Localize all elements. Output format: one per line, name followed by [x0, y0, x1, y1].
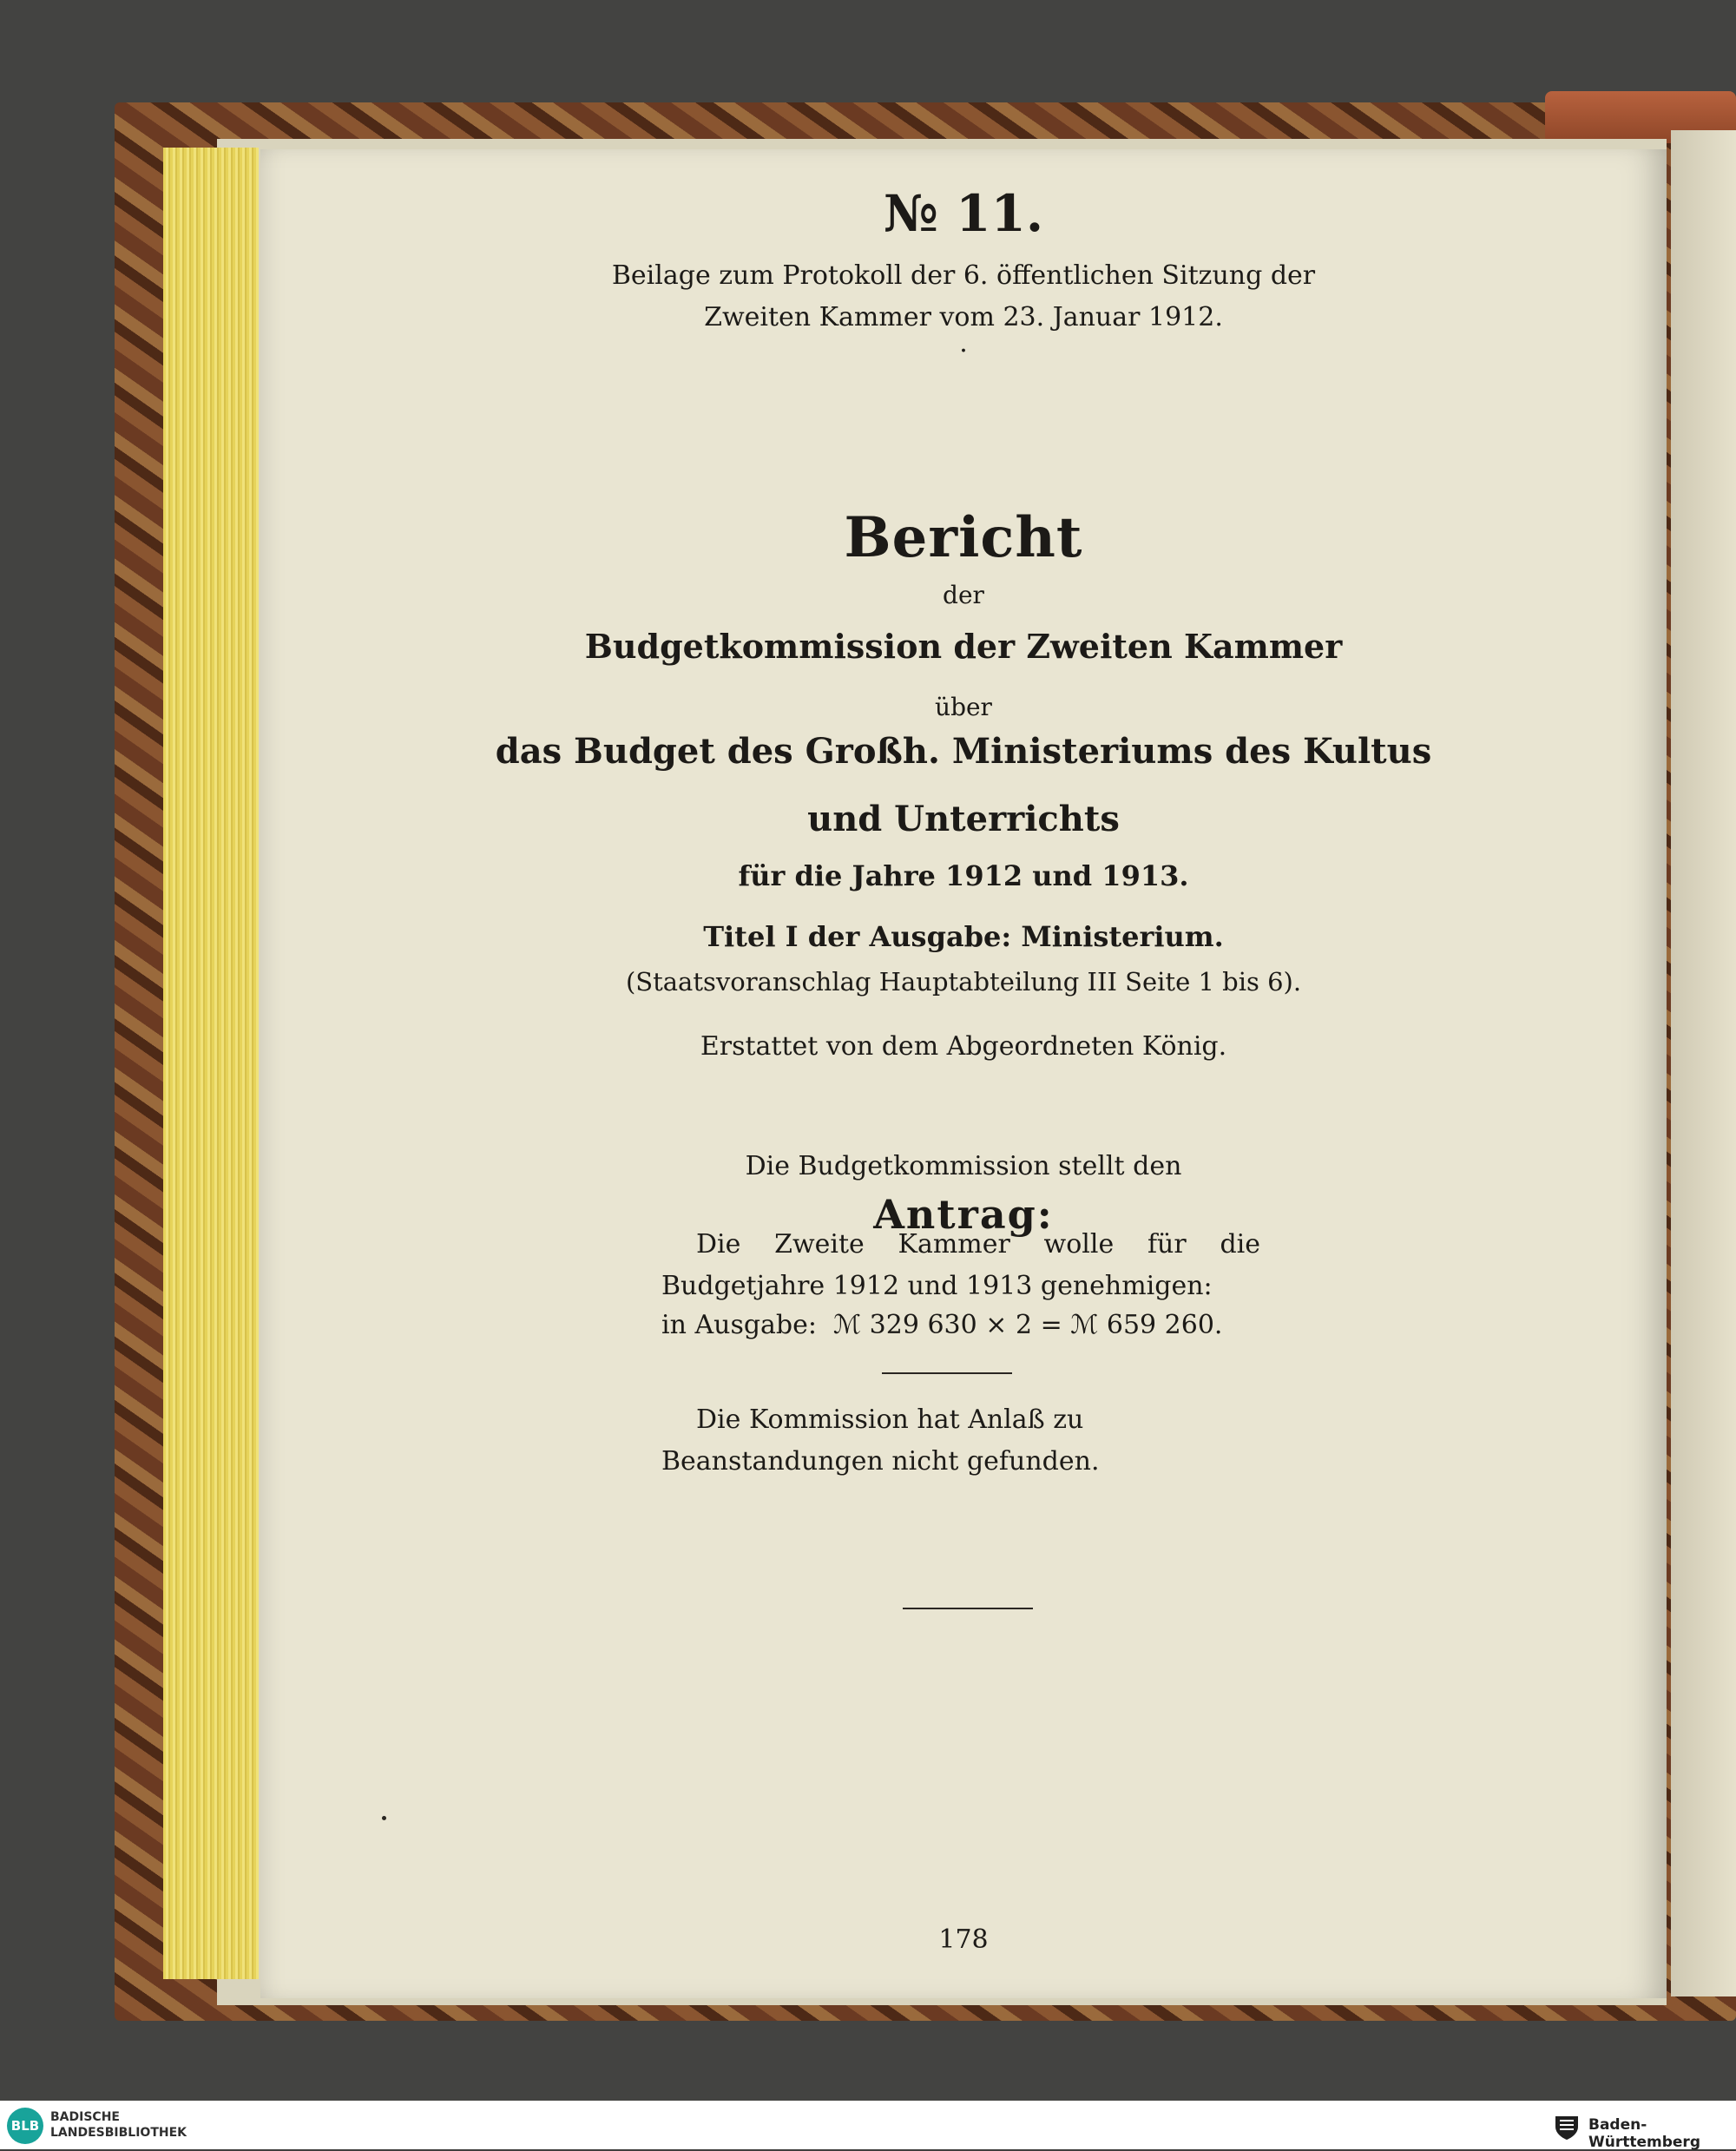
- separator-dot: ·: [959, 336, 968, 366]
- issue-number: № 11.: [883, 184, 1044, 243]
- page-number: 178: [938, 1924, 989, 1955]
- preposition-ueber: über: [935, 693, 992, 721]
- commission-name: Budgetkommission der Zweiten Kammer: [584, 627, 1343, 666]
- supplement-line: Beilage zum Protokoll der 6. öffentlichen Sitzung der: [611, 260, 1316, 291]
- motion-heading: Antrag:: [873, 1191, 1054, 1238]
- baden-wuerttemberg-coat-of-arms-icon: [1552, 2111, 1581, 2141]
- library-name-line: BADISCHE: [50, 2110, 120, 2124]
- motion-intro: Die Budgetkommission stellt den: [745, 1151, 1182, 1181]
- conclusion-text: Die Kommission hat Anlaß zu Beanstandungen nicht gefunden.: [661, 1404, 1100, 1477]
- supplement-line: Zweiten Kammer vom 23. Januar 1912.: [704, 302, 1223, 332]
- reporter-line: Erstattet von dem Abgeordneten König.: [700, 1031, 1227, 1062]
- ink-speck: [382, 1816, 386, 1820]
- motion-text: Die Zweite Kammer wolle für die Budgetjahre 1912 und 1913 genehmigen:: [661, 1229, 1260, 1301]
- divider-rule: [882, 1372, 1012, 1374]
- library-name-line: LANDESBIBLIOTHEK: [50, 2126, 187, 2140]
- viewer-footer: [0, 2101, 1736, 2149]
- document-title: Bericht: [844, 505, 1083, 570]
- expenditure-line: in Ausgabe: ℳ 329 630 × 2 = ℳ 659 260.: [661, 1310, 1223, 1340]
- budget-reference: (Staatsvoranschlag Hauptabteilung III Seite 1 bis 6).: [625, 967, 1302, 997]
- state-name: Baden-Württemberg: [1588, 2116, 1700, 2151]
- supplement-note: [260, 255, 1667, 339]
- next-page-edge: [1671, 130, 1736, 1996]
- budget-years: für die Jahre 1912 und 1913.: [738, 859, 1189, 892]
- end-rule: [903, 1608, 1033, 1609]
- document-page: [260, 149, 1667, 1998]
- article-der: der: [943, 581, 984, 609]
- blb-logo-icon: BLB: [7, 2108, 43, 2144]
- subject-line: das Budget des Großh. Ministeriums des Kultus: [495, 731, 1432, 772]
- section-title: Titel I der Ausgabe: Ministerium.: [703, 920, 1224, 953]
- gilt-page-edge: [163, 148, 259, 1979]
- library-name: [50, 2109, 187, 2141]
- subject-line: und Unterrichts: [807, 799, 1120, 839]
